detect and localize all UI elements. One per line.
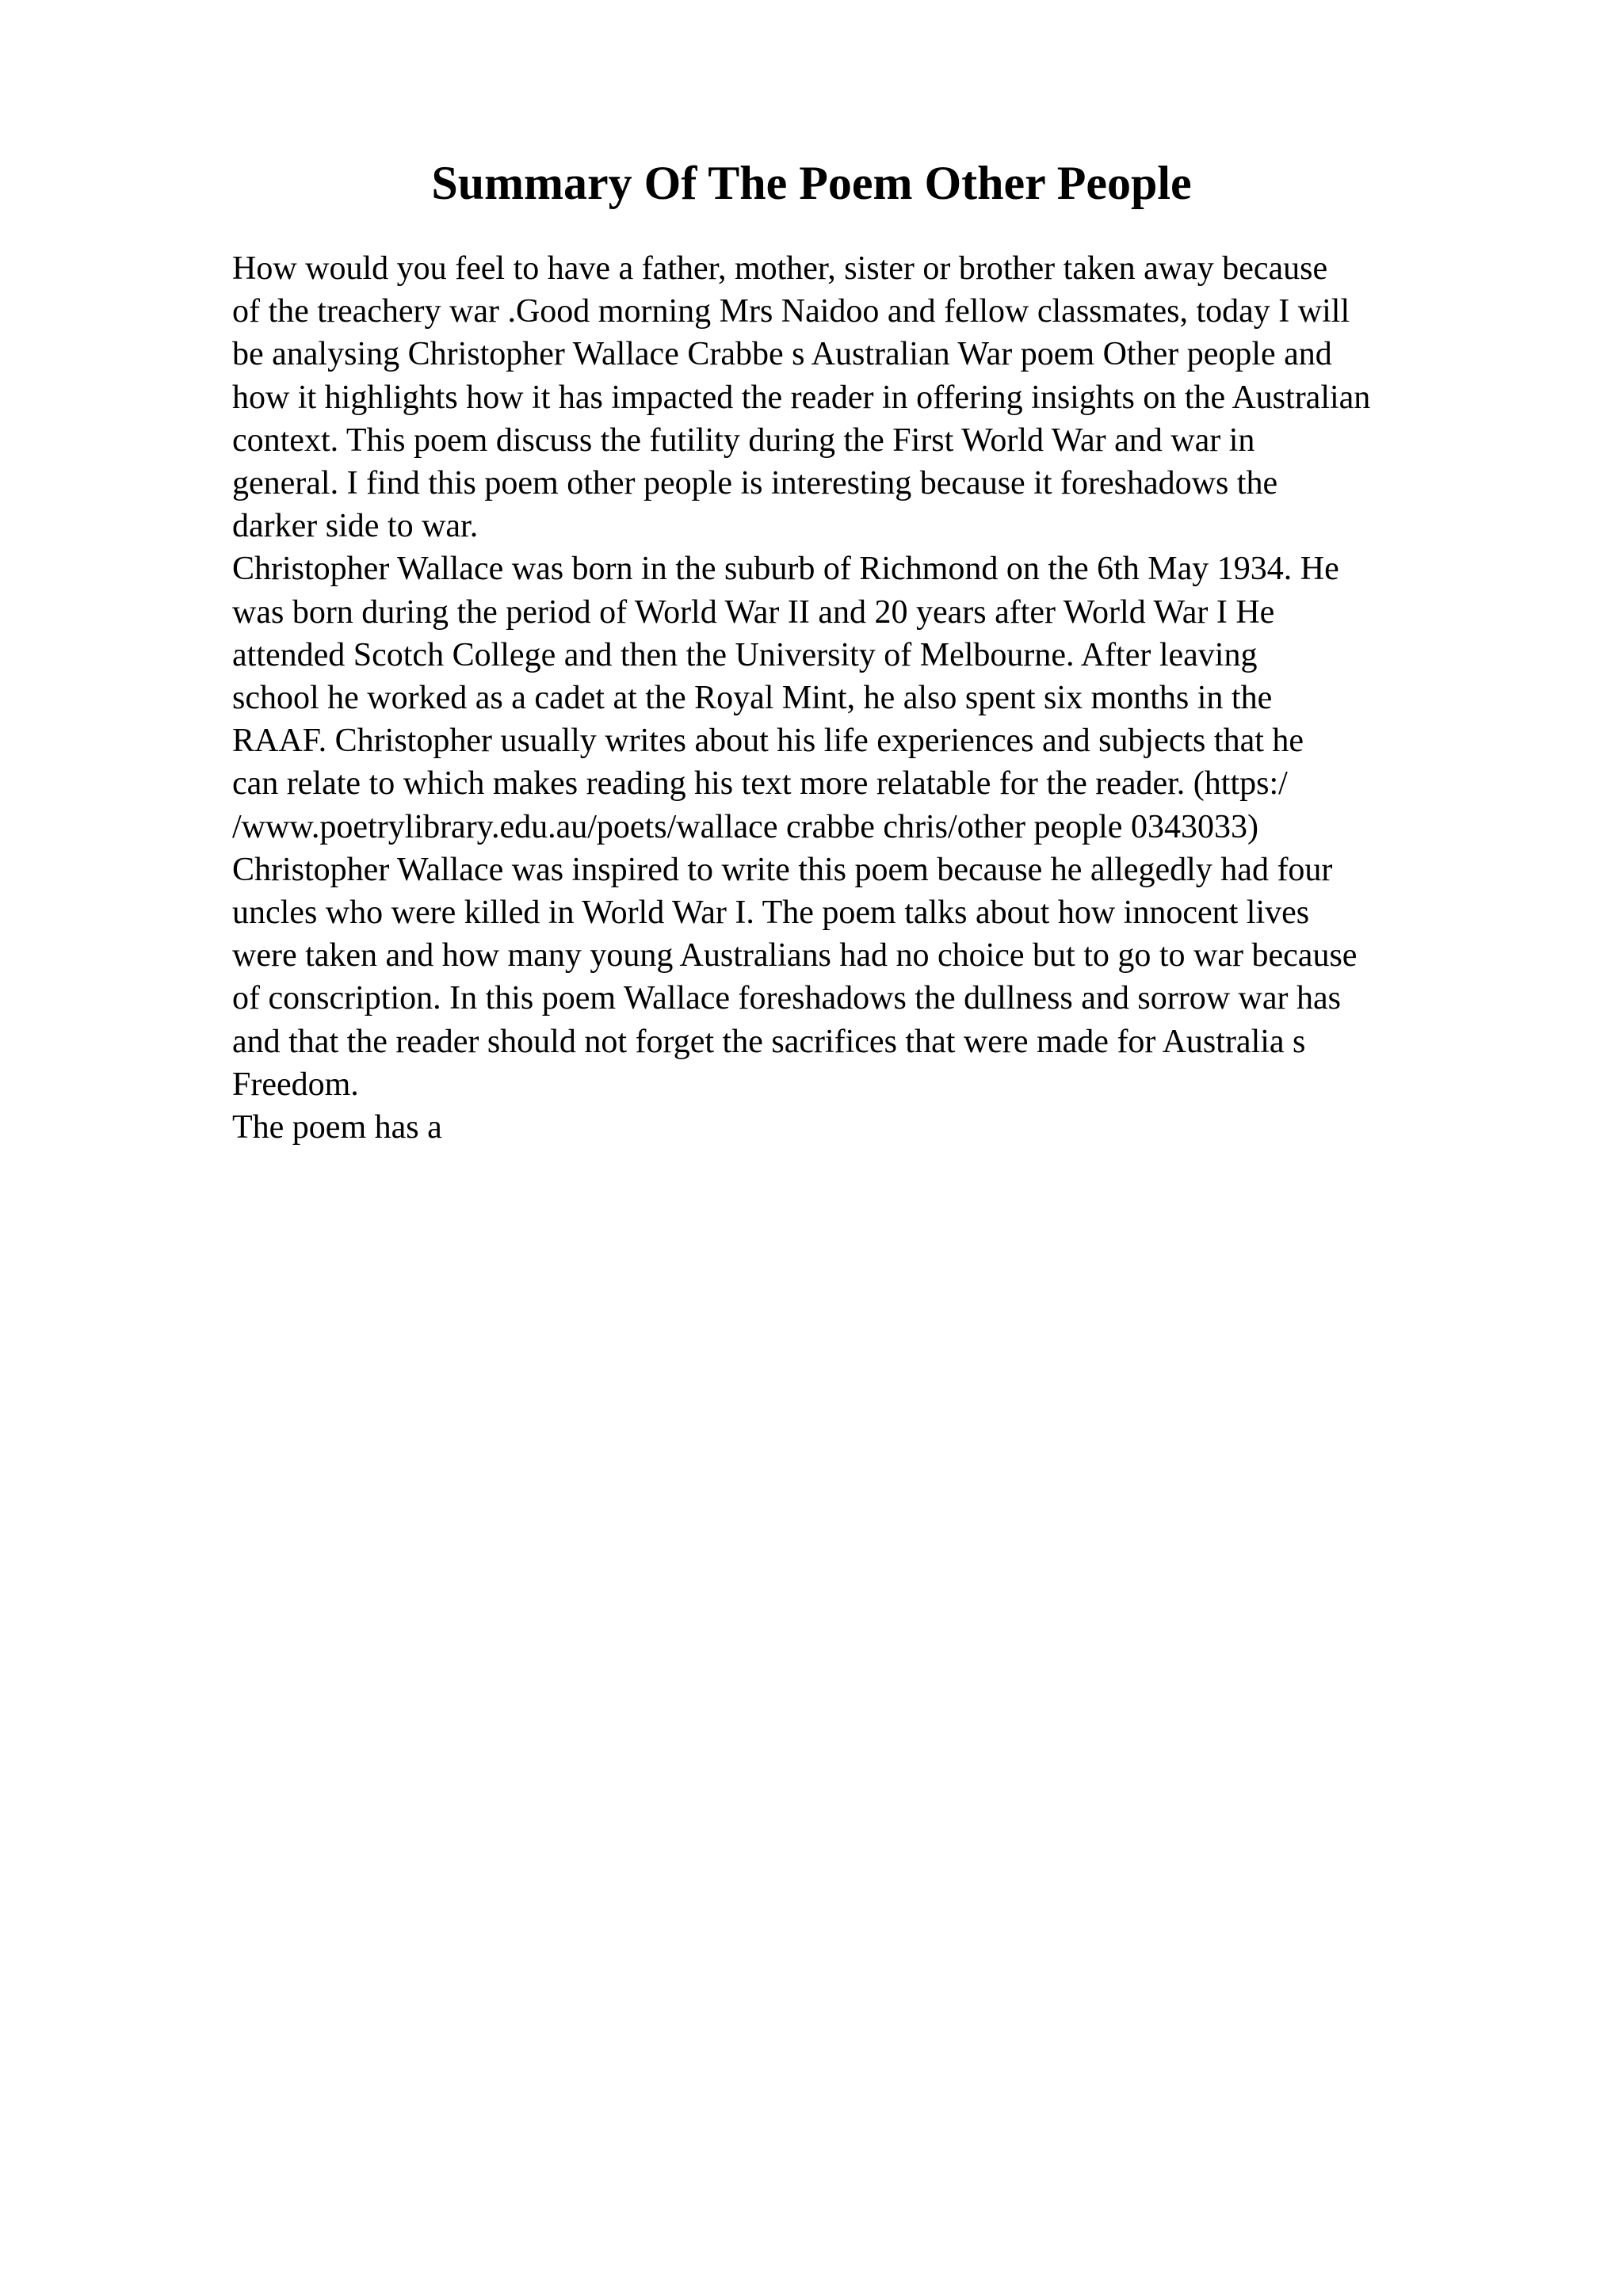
body-line: darker side to war.	[232, 508, 479, 545]
document-body	[232, 247, 1516, 1149]
body-line: school he worked as a cadet at the Royal Mint, he also spent six months in the	[232, 680, 1273, 717]
body-line: was born during the period of World War II and 20 years after World War I He	[232, 593, 1275, 631]
body-line: context. This poem discuss the futility during the First World War and war in	[232, 421, 1255, 459]
body-line: Freedom.	[232, 1066, 359, 1103]
body-line: be analysing Christopher Wallace Crabbe s Australian War poem Other people and	[232, 336, 1332, 373]
body-line: RAAF. Christopher usually writes about his life experiences and subjects that he	[232, 723, 1304, 760]
body-line: Christopher Wallace was inspired to write this poem because he allegedly had four	[232, 851, 1333, 888]
document-title: Summary Of The Poem Other People	[431, 157, 1192, 209]
body-line: uncles who were killed in World War I. The poem talks about how innocent lives	[232, 894, 1310, 932]
body-line: Christopher Wallace was born in the suburb of Richmond on the 6th May 1934. He	[232, 551, 1339, 588]
body-line: of conscription. In this poem Wallace foreshadows the dullness and sorrow war has	[232, 980, 1342, 1017]
body-line: and that the reader should not forget the sacrifices that were made for Australia s	[232, 1023, 1306, 1060]
body-line: general. I find this poem other people is interesting because it foreshadows the	[232, 465, 1278, 502]
body-line: were taken and how many young Australians had no choice but to go to war because	[232, 937, 1358, 974]
body-line: can relate to which makes reading his text more relatable for the reader. (https:/	[232, 765, 1288, 803]
body-line: How would you feel to have a father, mother, sister or brother taken away because	[232, 250, 1328, 287]
body-line: of the treachery war .Good morning Mrs Naidoo and fellow classmates, today I will	[232, 293, 1350, 330]
body-line: attended Scotch College and then the University of Melbourne. After leaving	[232, 636, 1258, 673]
body-line: /www.poetrylibrary.edu.au/poets/wallace crabbe chris/other people 0343033)	[232, 808, 1258, 845]
body-line: how it highlights how it has impacted the reader in offering insights on the Australian	[232, 379, 1371, 416]
body-line: The poem has a	[232, 1109, 442, 1146]
